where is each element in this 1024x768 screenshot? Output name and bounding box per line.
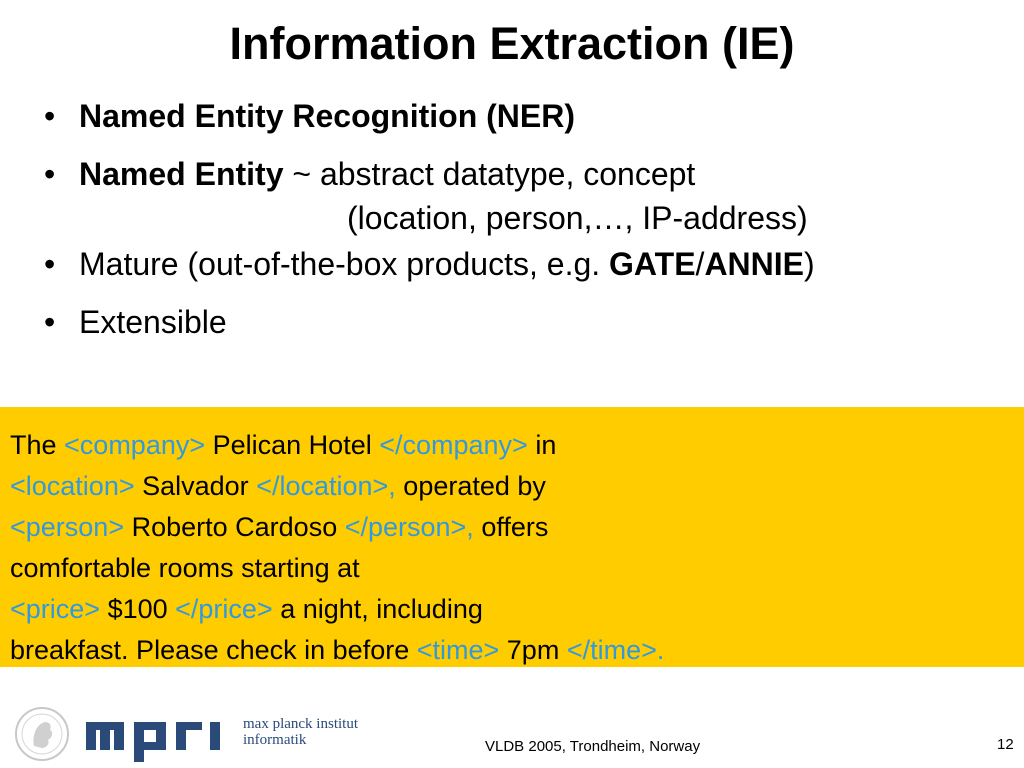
institute-line-1: max planck institut [243, 716, 358, 732]
slide-title: Information Extraction (IE) [229, 18, 795, 69]
ie-line-4 [10, 548, 1010, 589]
ie-line-5 [10, 589, 1010, 630]
tag-person-close: </person>, [344, 512, 474, 542]
plain-text: a night, including [272, 594, 483, 624]
bullet-dot: • [44, 304, 56, 340]
ie-example-box [0, 407, 1024, 667]
plain-text: operated by [395, 471, 546, 501]
tag-price-open: <price> [10, 594, 101, 624]
ie-line-2 [10, 466, 1010, 507]
ie-line-1 [10, 425, 1010, 466]
tag-price-close: </price> [175, 594, 273, 624]
tag-person-open: <person> [10, 512, 125, 542]
tag-time-close: </time>. [566, 635, 665, 665]
tag-company-close: </company> [379, 430, 528, 460]
bullet-ner-text: Named Entity Recognition (NER) [79, 98, 576, 134]
plain-text: Salvador [134, 471, 257, 501]
tag-company-open: <company> [64, 430, 206, 460]
ie-example-text [10, 425, 1010, 671]
bullet-mature-annie: ANNIE [704, 246, 804, 282]
institute-line-2: informatik [243, 732, 307, 748]
bullet-mature-close: ) [804, 246, 815, 282]
plain-text: 7pm [499, 635, 567, 665]
mpi-logo-icon [86, 712, 236, 762]
bullet-named-entity-text: ~ abstract datatype, concept [283, 156, 696, 192]
bullet-list [44, 96, 1014, 360]
ie-line-3 [10, 507, 1010, 548]
plain-text: Roberto Cardoso [124, 512, 345, 542]
plain-text: breakfast. Please check in before [10, 635, 417, 665]
bullet-dot: • [44, 98, 56, 134]
bullet-mature [44, 244, 1014, 284]
bullet-ner [44, 96, 1014, 136]
page-number: 12 [997, 736, 1014, 753]
minerva-seal-icon [12, 706, 72, 762]
bullet-named-entity-sub: (location, person,…, IP-address) [347, 200, 808, 236]
ie-line-6 [10, 630, 1010, 671]
footer-conference: VLDB 2005, Trondheim, Norway [485, 738, 701, 755]
plain-text: in [527, 430, 557, 460]
tag-location-open: <location> [10, 471, 135, 501]
institute-name [243, 716, 358, 748]
bullet-extensible [44, 302, 1014, 342]
plain-text: Pelican Hotel [205, 430, 380, 460]
bullet-dot: • [44, 246, 56, 282]
tag-time-open: <time> [416, 635, 500, 665]
plain-text: $100 [100, 594, 176, 624]
bullet-dot: • [44, 156, 56, 192]
bullet-mature-gate: GATE [609, 246, 696, 282]
bullet-named-entity [44, 154, 1014, 238]
plain-text: comfortable rooms starting at [10, 553, 360, 583]
bullet-extensible-text: Extensible [79, 304, 227, 340]
bullet-named-entity-bold: Named Entity [79, 156, 284, 192]
bullet-mature-slash: / [695, 246, 705, 282]
plain-text: The [10, 430, 65, 460]
bullet-mature-text: Mature (out-of-the-box products, e.g. [79, 246, 610, 282]
tag-location-close: </location>, [256, 471, 396, 501]
plain-text: offers [473, 512, 549, 542]
